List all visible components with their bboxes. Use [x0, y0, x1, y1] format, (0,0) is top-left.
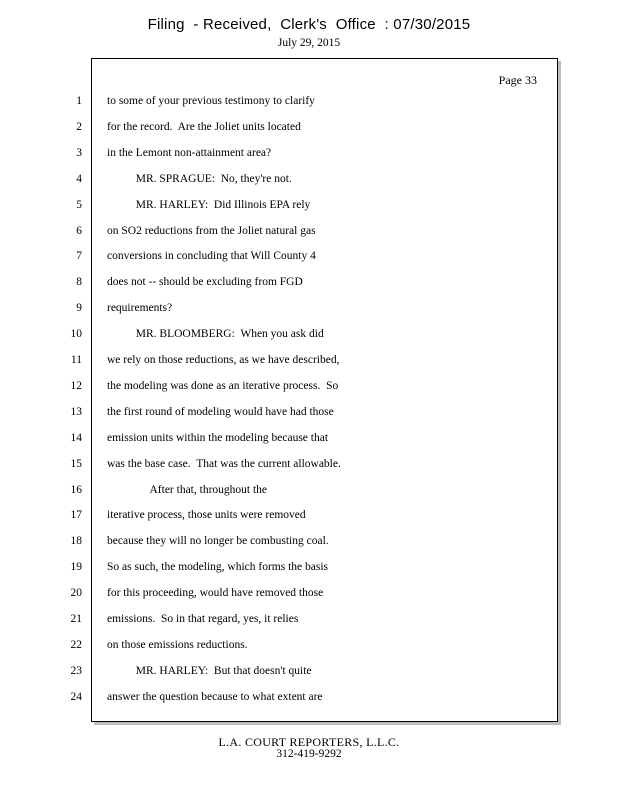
- line-text: requirements?: [107, 302, 173, 315]
- transcript-date: July 29, 2015: [277, 37, 341, 49]
- line-text: does not -- should be excluding from FGD: [107, 276, 303, 289]
- line-text: emissions. So in that regard, yes, it relies: [107, 613, 299, 625]
- line-number: 8: [76, 276, 82, 289]
- line-number: 1: [76, 95, 82, 107]
- line-number: 24: [70, 690, 82, 703]
- line-text: answer the question because to what extent are: [107, 690, 323, 703]
- reporter-phone: 312-419-9292: [276, 748, 342, 760]
- line-text: for the record. Are the Joliet units located: [107, 120, 301, 133]
- line-text: emission units within the modeling because that: [107, 431, 329, 444]
- line-number: 17: [70, 509, 82, 522]
- line-number: 2: [76, 120, 82, 133]
- line-text: MR. BLOOMBERG: When you ask did: [107, 328, 324, 341]
- line-number: 7: [76, 250, 82, 263]
- line-number: 22: [70, 638, 82, 651]
- reporter-company: L.A. COURT REPORTERS, L.L.C.: [218, 735, 400, 749]
- line-text: to some of your previous testimony to clarify: [107, 95, 315, 107]
- line-number: 19: [70, 561, 82, 574]
- line-number: 3: [76, 146, 82, 159]
- line-text: was the base case. That was the current allowable.: [107, 457, 341, 470]
- line-number: 21: [70, 613, 82, 625]
- line-text: MR. HARLEY: Did Illinois EPA rely: [107, 198, 311, 211]
- line-number: 20: [70, 587, 82, 600]
- line-text: on SO2 reductions from the Joliet natural gas: [107, 224, 316, 237]
- line-text: the first round of modeling would have had those: [107, 405, 334, 418]
- line-number: 10: [70, 328, 82, 341]
- line-number: 5: [76, 198, 82, 211]
- line-number: 11: [70, 354, 82, 366]
- line-number: 23: [70, 664, 82, 677]
- line-text: because they will no longer be combusting coal.: [107, 535, 329, 548]
- line-number: 13: [70, 405, 82, 418]
- line-number: 4: [76, 172, 82, 185]
- line-number: 9: [76, 302, 82, 315]
- line-text: the modeling was done as an iterative process. So: [107, 379, 339, 392]
- line-number: 18: [70, 535, 82, 548]
- line-text: we rely on those reductions, as we have described,: [107, 354, 340, 366]
- line-number: 6: [76, 224, 82, 237]
- line-text: MR. HARLEY: But that doesn't quite: [107, 664, 312, 677]
- line-text: for this proceeding, would have removed those: [107, 587, 324, 600]
- line-text: After that, throughout the: [107, 483, 268, 496]
- line-number: 15: [70, 457, 82, 470]
- line-text: So as such, the modeling, which forms the basis: [107, 561, 329, 574]
- line-text: on those emissions reductions.: [107, 638, 248, 651]
- line-number: 16: [70, 483, 82, 496]
- line-text: conversions in concluding that Will County 4: [107, 250, 316, 263]
- line-number: 12: [70, 379, 82, 392]
- line-text: in the Lemont non-attainment area?: [107, 146, 272, 159]
- line-number: 14: [70, 431, 82, 444]
- line-text: MR. SPRAGUE: No, they're not.: [107, 172, 292, 185]
- filing-stamp: Filing - Received, Clerk's Office : 07/30/2015: [147, 16, 471, 33]
- page-number: Page 33: [498, 73, 537, 87]
- line-text: iterative process, those units were removed: [107, 509, 306, 522]
